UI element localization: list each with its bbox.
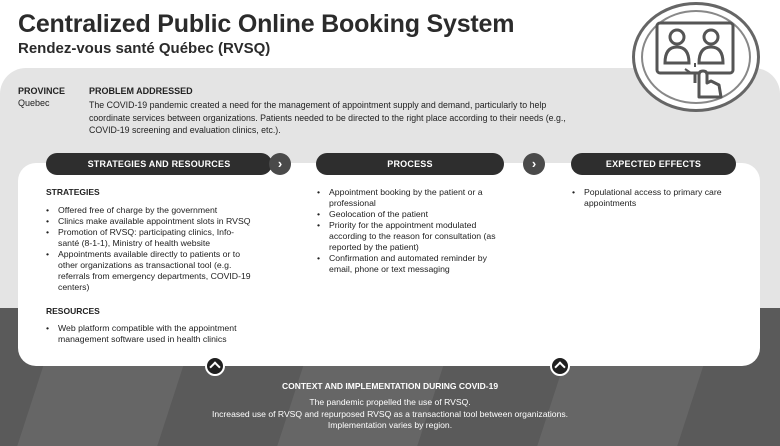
resources-heading: RESOURCES xyxy=(46,306,100,316)
list-item: • Appointment booking by the patient or a professional xyxy=(317,187,492,209)
expected-effects-pill: EXPECTED EFFECTS xyxy=(571,153,736,175)
context-line: Increased use of RVSQ and repurposed RVSQ as a transactional tool between organizations. xyxy=(211,408,569,419)
context-text xyxy=(0,397,780,432)
problem-label: PROBLEM ADDRESSED xyxy=(89,86,193,96)
process-pill: PROCESS xyxy=(316,153,504,175)
strategies-heading: STRATEGIES xyxy=(46,187,100,197)
list-item: • Priority for the appointment modulated according to the reason for consultation (as reported by the patient) xyxy=(317,220,507,253)
list-item: • Offered free of charge by the government xyxy=(46,205,276,216)
province-label: PROVINCE xyxy=(18,86,66,96)
process-list xyxy=(317,187,497,275)
list-item: • Confirmation and automated reminder by email, phone or text messaging xyxy=(317,253,497,275)
chevron-up-icon xyxy=(550,356,570,376)
list-item: • Promotion of RVSQ: participating clinics, Info-santé (8-1-1), Ministry of health website xyxy=(46,227,246,249)
doctors-on-screen-icon xyxy=(655,19,737,99)
list-item: • Web platform compatible with the appointment management software used in health clinics xyxy=(46,323,271,345)
province-value: Quebec xyxy=(18,98,50,108)
telehealth-screen-icon xyxy=(632,2,760,112)
list-item: • Geolocation of the patient xyxy=(317,209,497,220)
page-title: Centralized Public Online Booking System xyxy=(18,10,515,38)
chevron-up-icon xyxy=(205,356,225,376)
list-item: • Populational access to primary care appointments xyxy=(572,187,722,209)
problem-text: The COVID-19 pandemic created a need for the management of appointment supply and demand, particularly to help coordinate services between organizations. Patients needed to be directed to the right place according to their needs (e.g., COVID-19 screening and evaluation clinics, etc.). xyxy=(89,100,566,135)
chevron-right-icon: › xyxy=(523,153,545,175)
strategies-list xyxy=(46,205,276,293)
context-line: Implementation varies by region. xyxy=(327,420,453,430)
chevron-right-icon: › xyxy=(269,153,291,175)
context-title: CONTEXT AND IMPLEMENTATION DURING COVID-19 xyxy=(281,381,499,391)
context-line: The pandemic propelled the use of RVSQ. xyxy=(309,397,471,407)
strategies-resources-pill: STRATEGIES AND RESOURCES xyxy=(46,153,272,175)
effects-list xyxy=(572,187,722,209)
resources-list xyxy=(46,323,271,345)
list-item: • Clinics make available appointment slots in RVSQ xyxy=(46,216,276,227)
page-subtitle: Rendez-vous santé Québec (RVSQ) xyxy=(18,40,271,57)
list-item: • Appointments available directly to patients or to other organizations as transactional tool (e.g. referrals from emergency departments, COVID-19 centers) xyxy=(46,249,262,293)
